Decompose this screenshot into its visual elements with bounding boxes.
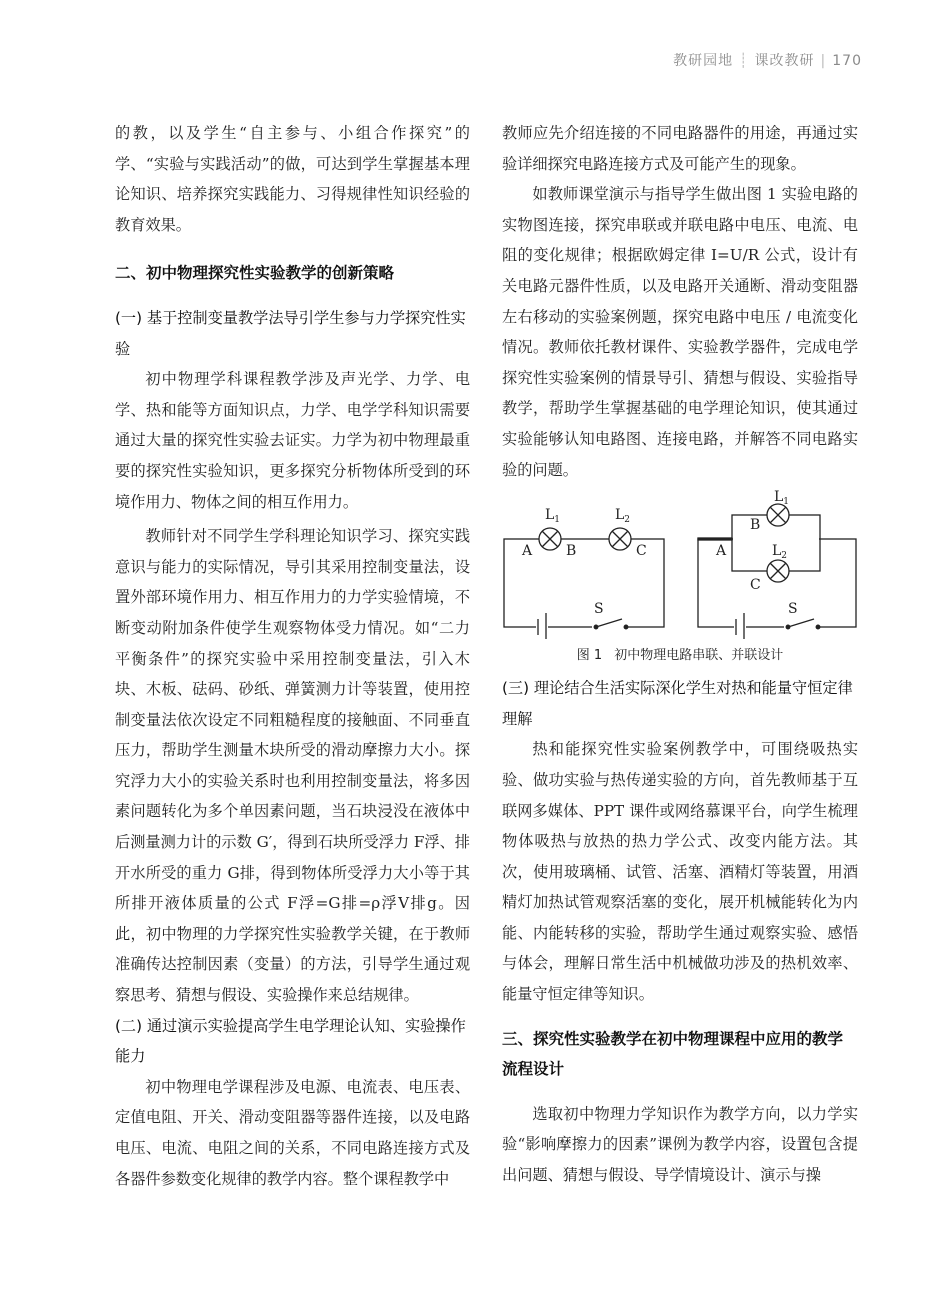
page-number: 170 bbox=[832, 53, 862, 69]
section-heading: 二、初中物理探究性实验教学的创新策略 bbox=[115, 264, 395, 283]
left-column bbox=[115, 118, 470, 1194]
svg-text:L1 bbox=[774, 489, 789, 507]
label-s: S bbox=[788, 601, 798, 618]
series-circuit bbox=[504, 507, 664, 639]
label-l1: L bbox=[545, 507, 555, 524]
svg-text:L2 bbox=[772, 543, 787, 561]
label-s: S bbox=[594, 601, 604, 618]
svg-text:L1 bbox=[545, 507, 560, 525]
paragraph: 教师针对不同学生学科理论知识学习、探究实践意识与能力的实际情况，导引其采用控制变量法，设置外部环境作用力、相互作用力的力学实验情境，不断变动附加条件使学生观察物体受力情况。如“二力平衡条件”的探究实验中采用控制变量法，引入木块、木板、砝码、砂纸、弹簧测力计等装置，使用控制变量法依次设定不同粗糙程度的接触面、不同垂直压力，帮助学生测量木块所受的滑动摩擦力大小。探究浮力大小的实验关系时也利用控制变量法，将多因素问题转化为多个单因素问题，当石块浸没在液体中后测量测力计的示数 G′，得到石块所受浮力 F浮、排开水所受的重力 G排，得到物体所受浮力大小等于其所排开液体质量的公式 F浮=G排=ρ浮V排g。因此，初中物理的力学探究性实验教学关键，在于教师准确传达控制因素（变量）的方法，引导学生通过观察思考、猜想与假设、实验操作来总结规律。 bbox=[115, 527, 470, 1005]
label-b: B bbox=[750, 517, 761, 534]
label-a: A bbox=[716, 543, 727, 560]
label-c: C bbox=[636, 543, 647, 560]
subsection-heading: (二) 通过演示实验提高学生电学理论认知、实验操作能力 bbox=[115, 1016, 466, 1066]
label-l2: L bbox=[615, 507, 625, 524]
paragraph: 初中物理电学课程涉及电源、电流表、电压表、定值电阻、开关、滑动变阻器等器件连接，以及电路电压、电流、电阻之间的关系，不同电路连接方式及各器件参数变化规律的教学内容。整个课程教学中 bbox=[115, 1077, 470, 1188]
subsection-heading: (三) 理论结合生活实际深化学生对热和能量守恒定律理解 bbox=[502, 679, 853, 728]
figure-1 bbox=[502, 489, 858, 667]
running-header: 教研园地 ┊ 课改教研 | 170 bbox=[673, 53, 862, 69]
parallel-circuit bbox=[698, 489, 856, 639]
label-l1-sub: 1 bbox=[554, 515, 561, 526]
circuit-diagrams bbox=[502, 489, 858, 639]
figure-caption bbox=[502, 645, 858, 667]
label-a: A bbox=[522, 543, 533, 560]
label-l2-sub: 2 bbox=[781, 551, 788, 562]
header-section-2: 课改教研 bbox=[754, 53, 815, 69]
paragraph: 热和能探究性实验案例教学中，可围绕吸热实验、做功实验与热传递实验的方向，首先教师基于互联网多媒体、PPT 课件或网络慕课平台，向学生梳理物体吸热与放热的热力学公式、改变内能方法。其次，使用玻璃桶、试管、活塞、酒精灯等装置，用酒精灯加热试管观察活塞的变化，展开机械能转化为内能、内能转移的实验，帮助学生通过观察实验、感悟与体会，理解日常生活中机械做功涉及的热机效率、能量守恒定律等知识。 bbox=[502, 740, 858, 1004]
caption-number: 图 1 bbox=[576, 648, 603, 664]
label-c: C bbox=[750, 577, 761, 594]
paragraph: 教师应先介绍连接的不同电路器件的用途，再通过实验详细探究电路连接方式及可能产生的现象。 bbox=[502, 124, 858, 173]
label-l2: L bbox=[772, 543, 782, 560]
right-column bbox=[502, 118, 858, 1191]
label-l1: L bbox=[774, 489, 784, 506]
svg-text:L2 bbox=[615, 507, 630, 525]
header-section-1: 教研园地 bbox=[673, 53, 734, 69]
paragraph: 初中物理学科课程教学涉及声光学、力学、电学、热和能等方面知识点，力学、电学学科知识需要通过大量的探究性实验去证实。力学为初中物理最重要的探究性实验知识，更多探究分析物体所受到的环境作用力、物体之间的相互作用力。 bbox=[115, 370, 470, 511]
section-heading: 三、探究性实验教学在初中物理课程中应用的教学流程设计 bbox=[502, 1029, 844, 1079]
paragraph: 的教，以及学生“自主参与、小组合作探究”的学、“实验与实践活动”的做，可达到学生掌握基本理论知识、培养探究实践能力、习得规律性知识经验的教育效果。 bbox=[115, 124, 470, 234]
subsection-heading: (一) 基于控制变量教学法导引学生参与力学探究性实验 bbox=[115, 308, 466, 358]
caption-text: 初中物理电路串联、并联设计 bbox=[614, 648, 784, 664]
paragraph: 如教师课堂演示与指导学生做出图 1 实验电路的实物图连接，探究串联或并联电路中电压、电流、电阻的变化规律；根据欧姆定律 I=U/R 公式，设计有关电路元器件性质，以及电路开关通断、滑动变阻器左右移动的实验案例题，探究电路中电压 / 电流变化情况。教师依托教材课件、实验教学器件，完成电学探究性实验案例的情景导引、猜想与假设、实验指导教学，帮助学生掌握基础的电学理论知识，使其通过实验能够认知电路图、连接电路，并解答不同电路实验的问题。 bbox=[502, 185, 858, 479]
label-b: B bbox=[566, 543, 577, 560]
label-l2-sub: 2 bbox=[624, 515, 631, 526]
label-l1-sub: 1 bbox=[783, 497, 790, 508]
paragraph: 选取初中物理力学知识作为教学方向，以力学实验“影响摩擦力的因素”课例为教学内容，设置包含提出问题、猜想与假设、导学情境设计、演示与操 bbox=[502, 1104, 858, 1185]
